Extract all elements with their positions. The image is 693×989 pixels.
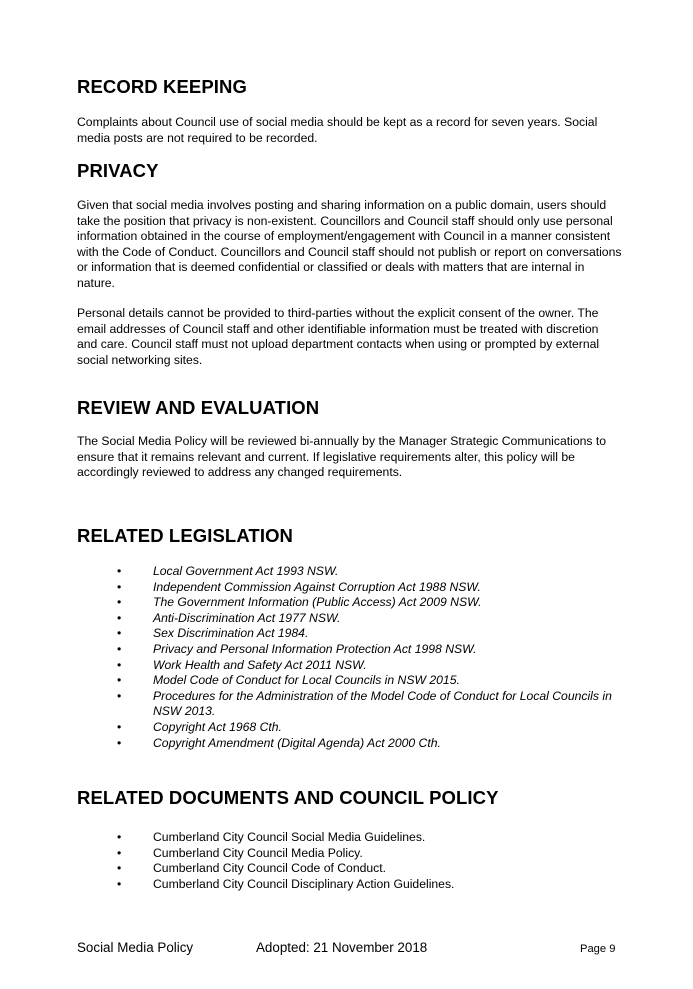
bullet-icon: • xyxy=(117,595,122,610)
list-item: • Privacy and Personal Information Protection Act 1998 NSW. xyxy=(117,641,477,656)
list-item: • Work Health and Safety Act 2011 NSW. xyxy=(117,657,367,672)
footer-page-number: Page 9 xyxy=(580,943,616,955)
list-item: • Copyright Act 1968 Cth. xyxy=(117,719,282,734)
list-item: • Cumberland City Council Media Policy. xyxy=(117,845,363,860)
legislation-heading: RELATED LEGISLATION xyxy=(77,525,294,546)
bullet-icon: • xyxy=(117,830,122,844)
bullet-icon: • xyxy=(117,610,122,625)
bullet-icon: • xyxy=(117,641,122,656)
bullet-icon: • xyxy=(117,861,122,876)
privacy-paragraph-1: Given that social media involves posting and sharing information on a public domain, users should take the position that privacy is non-existent. Councillors and Council staff should only use personal information obtained in the course of employment/engagement with Council in a manner consistent with the Code of Conduct. Councillors and Council staff should not publish or report on conversations or information that is deemed confidential or classified or deals with matters that are internal in nature. xyxy=(77,198,622,290)
bullet-icon: • xyxy=(117,673,122,688)
list-item: • Local Government Act 1993 NSW. xyxy=(117,564,339,578)
bullet-icon: • xyxy=(117,579,122,594)
legislation-list xyxy=(77,564,622,751)
bullet-icon: • xyxy=(117,657,122,672)
footer-title: Social Media Policy xyxy=(77,940,194,955)
list-item: • Sex Discrimination Act 1984. xyxy=(117,626,309,641)
list-item: • Anti-Discrimination Act 1977 NSW. xyxy=(117,610,341,625)
list-item: • Procedures for the Administration of the Model Code of Conduct for Local Councils in NSW 2013. xyxy=(117,688,612,719)
review-body: The Social Media Policy will be reviewed bi-annually by the Manager Strategic Communications to ensure that it remains relevant and current. If legislative requirements alter, this policy will be accordingly reviewed to address any changed requirements. xyxy=(77,434,607,480)
footer-adopted-date: Adopted: 21 November 2018 xyxy=(256,940,428,955)
bullet-icon: • xyxy=(117,564,122,578)
record-keeping-heading: RECORD KEEPING xyxy=(77,76,247,97)
bullet-icon: • xyxy=(117,626,122,641)
list-item: • Model Code of Conduct for Local Councils in NSW 2015. xyxy=(117,673,460,688)
list-item: • The Government Information (Public Access) Act 2009 NSW. xyxy=(117,595,482,610)
list-item: • Independent Commission Against Corruption Act 1988 NSW. xyxy=(117,579,481,594)
bullet-icon: • xyxy=(117,735,122,750)
bullet-icon: • xyxy=(117,688,122,703)
privacy-paragraph-2: Personal details cannot be provided to third-parties without the explicit consent of the owner. The email addresses of Council staff and other identifiable information must be treated with discretion and care. Council staff must not upload department contacts when using or prompted by external social networking sites. xyxy=(77,306,600,367)
bullet-icon: • xyxy=(117,719,122,734)
documents-heading: RELATED DOCUMENTS AND COUNCIL POLICY xyxy=(77,787,499,808)
review-heading: REVIEW AND EVALUATION xyxy=(77,397,320,418)
record-keeping-body: Complaints about Council use of social media should be kept as a record for seven years. Social media posts are not required to be recorded. xyxy=(77,115,598,145)
list-item: • Cumberland City Council Disciplinary Action Guidelines. xyxy=(117,876,455,891)
list-item: • Cumberland City Council Code of Conduct. xyxy=(117,861,387,876)
bullet-icon: • xyxy=(117,845,122,860)
list-item: • Cumberland City Council Social Media Guidelines. xyxy=(117,830,426,844)
documents-list xyxy=(77,830,622,892)
list-item: • Copyright Amendment (Digital Agenda) Act 2000 Cth. xyxy=(117,735,441,750)
privacy-heading: PRIVACY xyxy=(77,160,159,181)
bullet-icon: • xyxy=(117,876,122,891)
